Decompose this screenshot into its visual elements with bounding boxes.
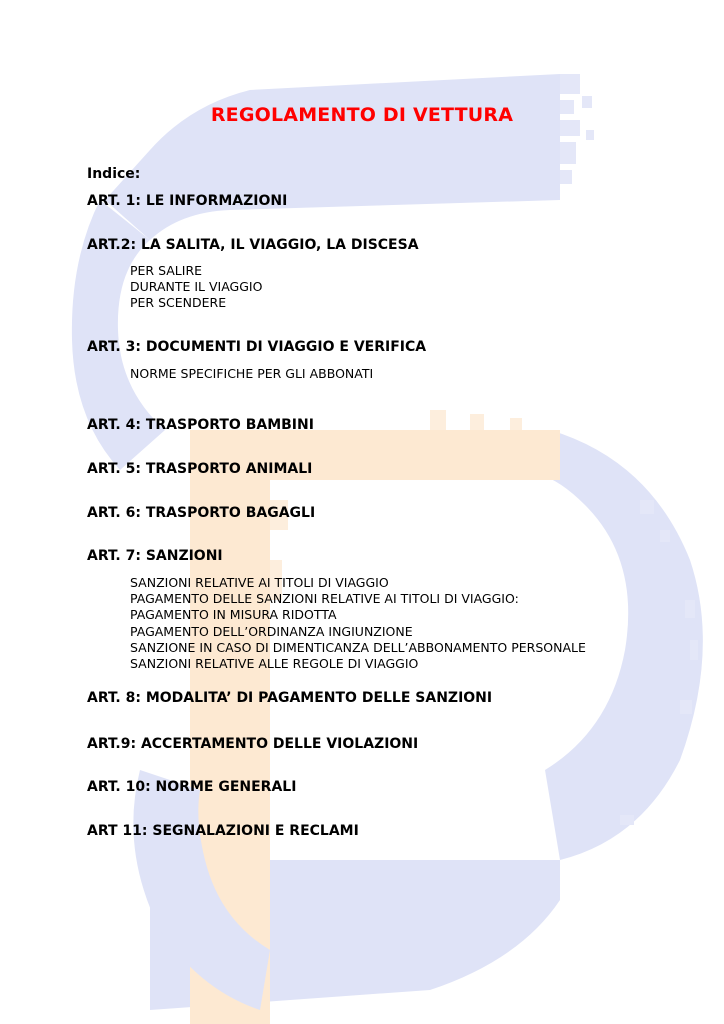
list-item: PAGAMENTO DELL’ORDINANZA INGIUNZIONE — [130, 623, 413, 639]
article-8-heading: ART. 8: MODALITA’ DI PAGAMENTO DELLE SANZIONI — [87, 690, 493, 706]
list-item: DURANTE IL VIAGGIO — [130, 279, 263, 295]
article-3-heading: ART. 3: DOCUMENTI DI VIAGGIO E VERIFICA — [87, 339, 427, 355]
article-7-items — [130, 575, 586, 672]
list-item: SANZIONI RELATIVE AI TITOLI DI VIAGGIO — [130, 575, 389, 590]
article-7-heading: ART. 7: SANZIONI — [87, 548, 223, 564]
article-5-heading: ART. 5: TRASPORTO ANIMALI — [87, 461, 313, 477]
list-item: PAGAMENTO DELLE SANZIONI RELATIVE AI TITOLI DI VIAGGIO: — [130, 591, 519, 607]
list-item: SANZIONE IN CASO DI DIMENTICANZA DELL’ABBONAMENTO PERSONALE — [130, 639, 586, 655]
list-item: SANZIONI RELATIVE ALLE REGOLE DI VIAGGIO — [130, 656, 419, 672]
document-title: REGOLAMENTO DI VETTURA — [210, 104, 514, 126]
article-3-items — [130, 366, 373, 382]
article-2-items — [130, 263, 262, 312]
article-10-heading: ART. 10: NORME GENERALI — [87, 779, 297, 795]
list-item: NORME SPECIFICHE PER GLI ABBONATI — [130, 366, 374, 381]
article-11-heading: ART 11: SEGNALAZIONI E RECLAMI — [87, 823, 359, 839]
list-item: PER SCENDERE — [130, 295, 227, 311]
list-item: PER SALIRE — [130, 263, 203, 278]
article-4-heading: ART. 4: TRASPORTO BAMBINI — [87, 417, 314, 433]
list-item: PAGAMENTO IN MISURA RIDOTTA — [130, 607, 337, 623]
article-9-heading: ART.9: ACCERTAMENTO DELLE VIOLAZIONI — [87, 736, 419, 752]
article-6-heading: ART. 6: TRASPORTO BAGAGLI — [87, 505, 316, 521]
article-2-heading: ART.2: LA SALITA, IL VIAGGIO, LA DISCESA — [87, 237, 419, 253]
article-1-heading: ART. 1: LE INFORMAZIONI — [87, 193, 288, 209]
index-label: Indice: — [87, 166, 141, 182]
